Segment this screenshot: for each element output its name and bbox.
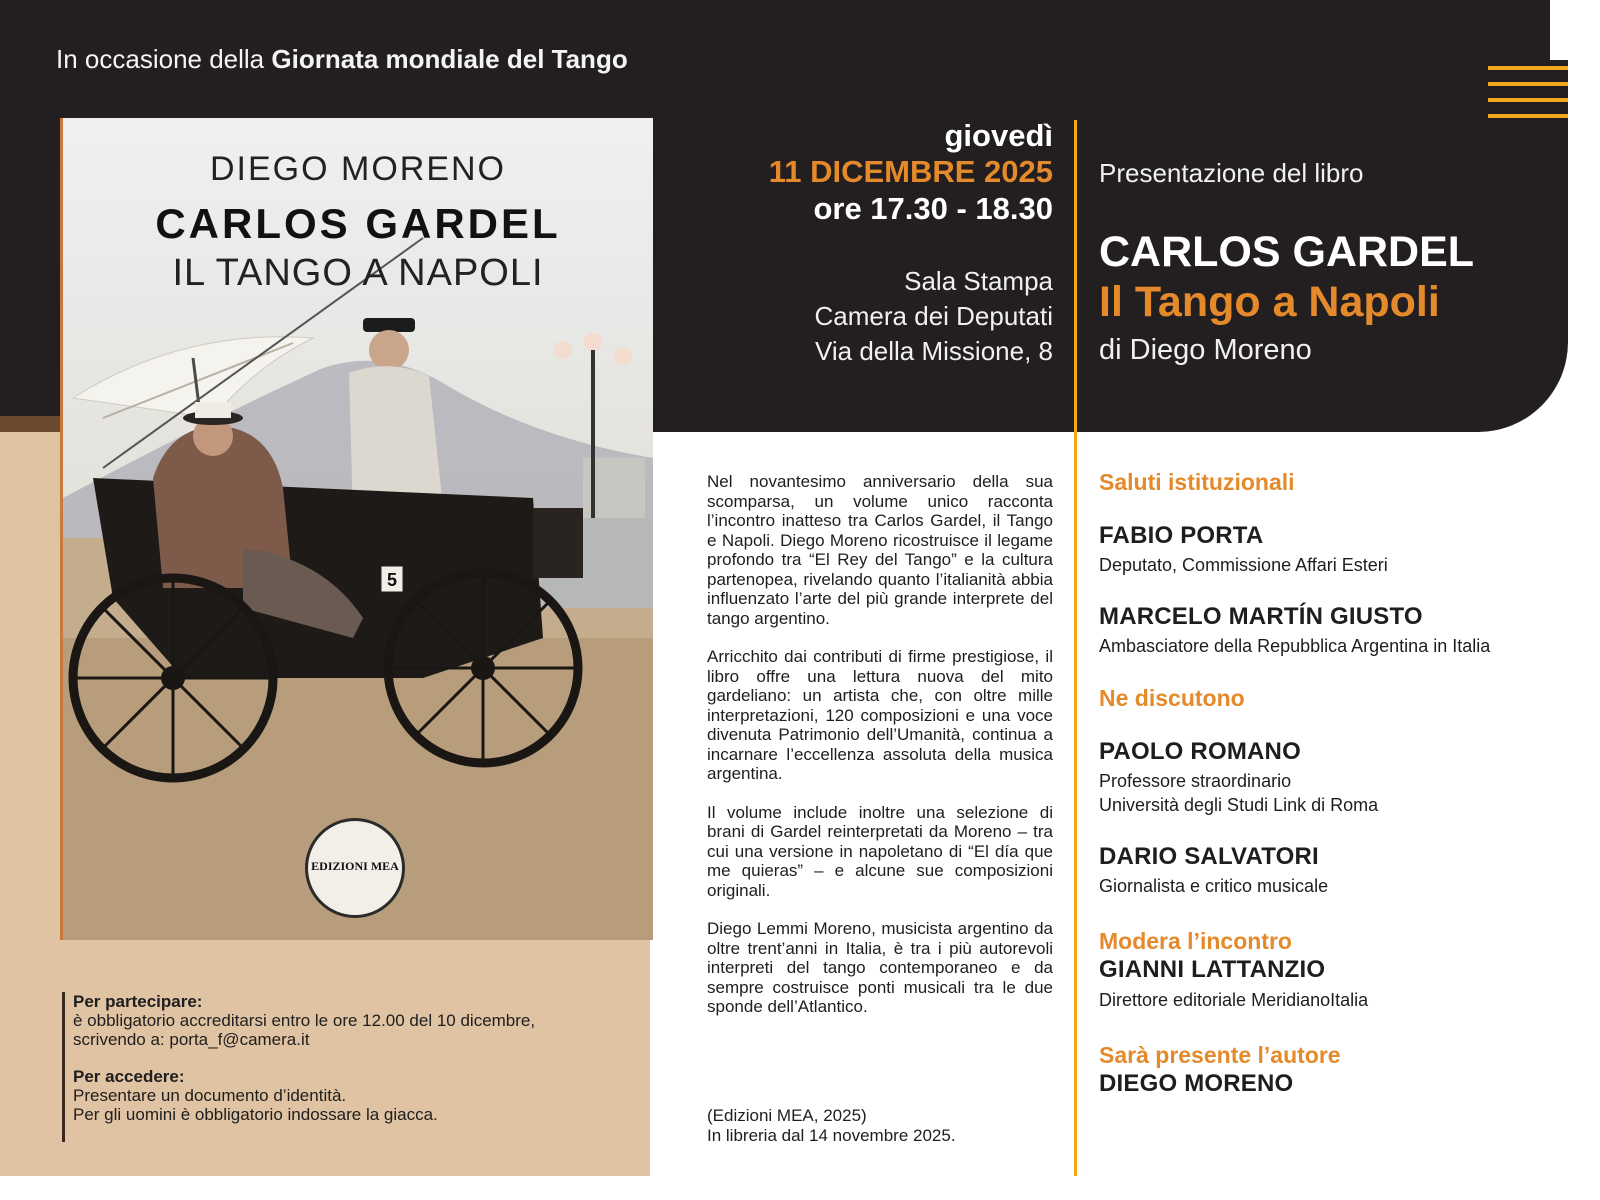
vertical-divider <box>1074 120 1077 1176</box>
description-paragraph: Arricchito dai contributi di firme prestigiose, il libro offre una lettura nuova del mito gardeliano: un artista che, con oltre mille interpretazioni, 120 composizioni e una voce divenuta Patrimonio dell’Umanità, continua a incarnare l’eccellenza assoluta della musica argentina. <box>707 647 1053 783</box>
publication-info <box>707 1106 956 1146</box>
author-name: DIEGO MORENO <box>1099 1070 1294 1097</box>
venue-room: Sala Stampa <box>904 266 1053 296</box>
occasion-prefix: In occasione della <box>56 44 265 74</box>
speaker-1-role: Professore straordinario <box>1099 771 1292 791</box>
cover-title: CARLOS GARDEL <box>155 200 561 247</box>
corner-edge <box>1550 0 1568 60</box>
author-heading: Sarà presente l’autore <box>1099 1042 1341 1068</box>
access-line: Presentare un documento d’identità. <box>73 1086 347 1105</box>
book-cover <box>60 118 653 940</box>
venue-building: Camera dei Deputati <box>814 301 1053 331</box>
participate-line: è obbligatorio accreditarsi entro le ore 12.00 del 10 dicembre, <box>73 1011 536 1030</box>
speaker-1-name: PAOLO ROMANO <box>1099 738 1301 765</box>
event-day: giovedì <box>944 118 1053 153</box>
occasion-title: Giornata mondiale del Tango <box>271 44 628 74</box>
decorative-lines <box>1488 66 1568 130</box>
release-line: In libreria dal 14 novembre 2025. <box>707 1126 956 1145</box>
participate-heading: Per partecipare: <box>73 992 203 1011</box>
description-paragraph: Nel novantesimo anniversario della sua scomparsa, un volume unico racconta l’incontro inatteso tra Carlos Gardel, il Tango e Napoli. Diego Moreno ricostruisce il legame profondo tra “El Rey del Tango” e la cultura partenopea, rivelando quanto l’italianità abbia influenzato l’arte del più grande interprete del tango argentino. <box>707 472 1053 628</box>
cover-subtitle: IL TANGO A NAPOLI <box>172 252 544 294</box>
publisher-logo <box>305 818 405 918</box>
greeter-2-name: MARCELO MARTÍN GIUSTO <box>1099 603 1423 630</box>
discussion-heading: Ne discutono <box>1099 685 1245 711</box>
participate-contact: scrivendo a: porta_f@camera.it <box>73 1030 310 1049</box>
book-author-line: di Diego Moreno <box>1099 334 1312 366</box>
book-description <box>707 472 1053 1036</box>
event-time: ore 17.30 - 18.30 <box>813 191 1053 226</box>
book-title: CARLOS GARDEL <box>1099 228 1475 276</box>
brown-accent-stripe <box>0 416 60 432</box>
carriage-number-plate: 5 <box>387 570 398 590</box>
event-date: 11 DICEMBRE 2025 <box>768 154 1053 189</box>
book-subtitle: Il Tango a Napoli <box>1099 278 1440 326</box>
moderator-heading: Modera l’incontro <box>1099 928 1292 954</box>
publisher-logo-text: EDIZIONI MEA <box>311 859 399 873</box>
access-heading: Per accedere: <box>73 1067 185 1086</box>
publisher-line: (Edizioni MEA, 2025) <box>707 1106 867 1125</box>
moderator-role: Direttore editoriale MeridianoItalia <box>1099 990 1369 1010</box>
cover-author: DIEGO MORENO <box>209 150 507 188</box>
speaker-2-role: Giornalista e critico musicale <box>1099 876 1329 896</box>
greetings-heading: Saluti istituzionali <box>1099 469 1295 495</box>
event-venue <box>700 264 1053 369</box>
description-paragraph: Diego Lemmi Moreno, musicista argentino da oltre trent’anni in Italia, è tra i più autorevoli interpreti del tango contemporaneo e da sempre costruisce ponti musicali tra le due sponde dell’Atlantico. <box>707 919 1053 1016</box>
description-paragraph: Il volume include inoltre una selezione di brani di Gardel reinterpretati da Moreno – tra cui una versione in napoletano di “El día que me quieras” – e alcune sue composizioni originali. <box>707 802 1053 900</box>
occasion-line <box>56 44 628 75</box>
greeter-1-role: Deputato, Commissione Affari Esteri <box>1099 555 1388 575</box>
speaker-2-name: DARIO SALVATORI <box>1099 843 1319 870</box>
speaker-1-affiliation: Università degli Studi Link di Roma <box>1099 795 1379 815</box>
moderator-name: GIANNI LATTANZIO <box>1099 956 1326 983</box>
greeter-1-name: FABIO PORTA <box>1099 522 1264 549</box>
greeter-2-role: Ambasciatore della Repubblica Argentina in Italia <box>1099 636 1491 656</box>
presentation-label: Presentazione del libro <box>1099 158 1364 188</box>
venue-address: Via della Missione, 8 <box>815 336 1053 366</box>
attendance-info <box>62 992 643 1142</box>
dress-code-line: Per gli uomini è obbligatorio indossare la giacca. <box>73 1105 438 1124</box>
